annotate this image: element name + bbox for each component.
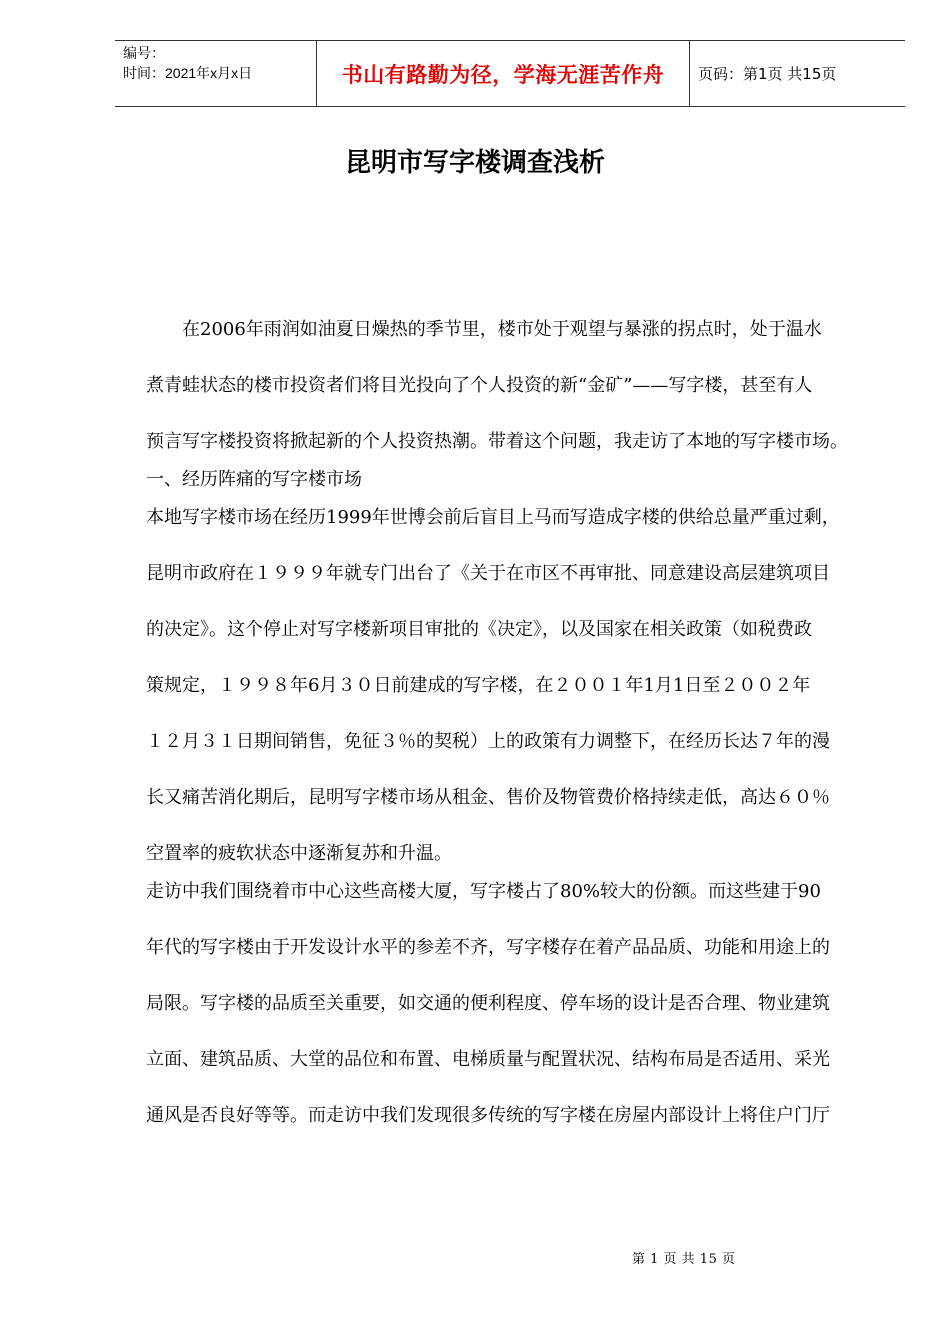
- body-line: 立面、建筑品质、大堂的品位和布置、电梯质量与配置状况、结构布局是否适用、采光: [146, 1049, 830, 1070]
- section-heading: 一、经历阵痛的写字楼市场: [146, 469, 362, 490]
- document-body: [146, 312, 876, 1154]
- body-line: 预言写字楼投资将掀起新的个人投资热潮。带着这个问题，我走访了本地的写字楼市场。: [146, 431, 848, 452]
- body-line: 通风是否良好等等。而走访中我们发现很多传统的写字楼在房屋内部设计上将住户门厅: [146, 1105, 830, 1126]
- number-label: 编号：: [123, 45, 165, 61]
- page-header: [115, 40, 905, 107]
- body-line: 煮青蛙状态的楼市投资者们将目光投向了个人投资的新“金矿”——写字楼，甚至有人: [146, 375, 813, 396]
- body-line: 本地写字楼市场在经历1999年世博会前后盲目上马而写造成字楼的供给总量严重过剩，: [146, 507, 840, 528]
- body-line: 走访中我们围绕着市中心这些高楼大厦，写字楼占了80%较大的份额。而这些建于90: [146, 881, 821, 902]
- page-info-text: 页码：第1页 共15页: [698, 65, 837, 83]
- time-label: 时间：2021年x月x日: [123, 65, 253, 81]
- body-line: 长又痛苦消化期后，昆明写字楼市场从租金、售价及物管费价格持续走低，高达６０％: [146, 787, 830, 808]
- body-line: 昆明市政府在１９９９年就专门出台了《关于在市区不再审批、同意建设高层建筑项目: [146, 563, 830, 584]
- header-meta: [115, 41, 316, 106]
- header-page-info: [690, 41, 905, 106]
- document-title: 昆明市写字楼调查浅析: [344, 148, 605, 178]
- body-line: 在2006年雨润如油夏日燥热的季节里，楼市处于观望与暴涨的拐点时，处于温水: [146, 319, 822, 340]
- body-line: 年代的写字楼由于开发设计水平的参差不齐，写字楼存在着产品品质、功能和用途上的: [146, 937, 830, 958]
- body-line: 策规定，１９９８年6月３０日前建成的写字楼，在２００１年1月1日至２００２年: [146, 675, 811, 696]
- page-footer: 第 1 页 共 15 页: [632, 1252, 736, 1267]
- body-line: 空置率的疲软状态中逐渐复苏和升温。: [146, 843, 452, 864]
- body-line: 局限。写字楼的品质至关重要，如交通的便利程度、停车场的设计是否合理、物业建筑: [146, 993, 830, 1014]
- header-motto: [316, 41, 690, 106]
- body-line: １２月３１日期间销售，免征３％的契税）上的政策有力调整下，在经历长达７年的漫: [146, 731, 830, 752]
- motto-text: 书山有路勤为径，学海无涯苦作舟: [341, 62, 665, 87]
- body-line: 的决定》。这个停止对写字楼新项目审批的《决定》，以及国家在相关政策（如税费政: [146, 619, 812, 640]
